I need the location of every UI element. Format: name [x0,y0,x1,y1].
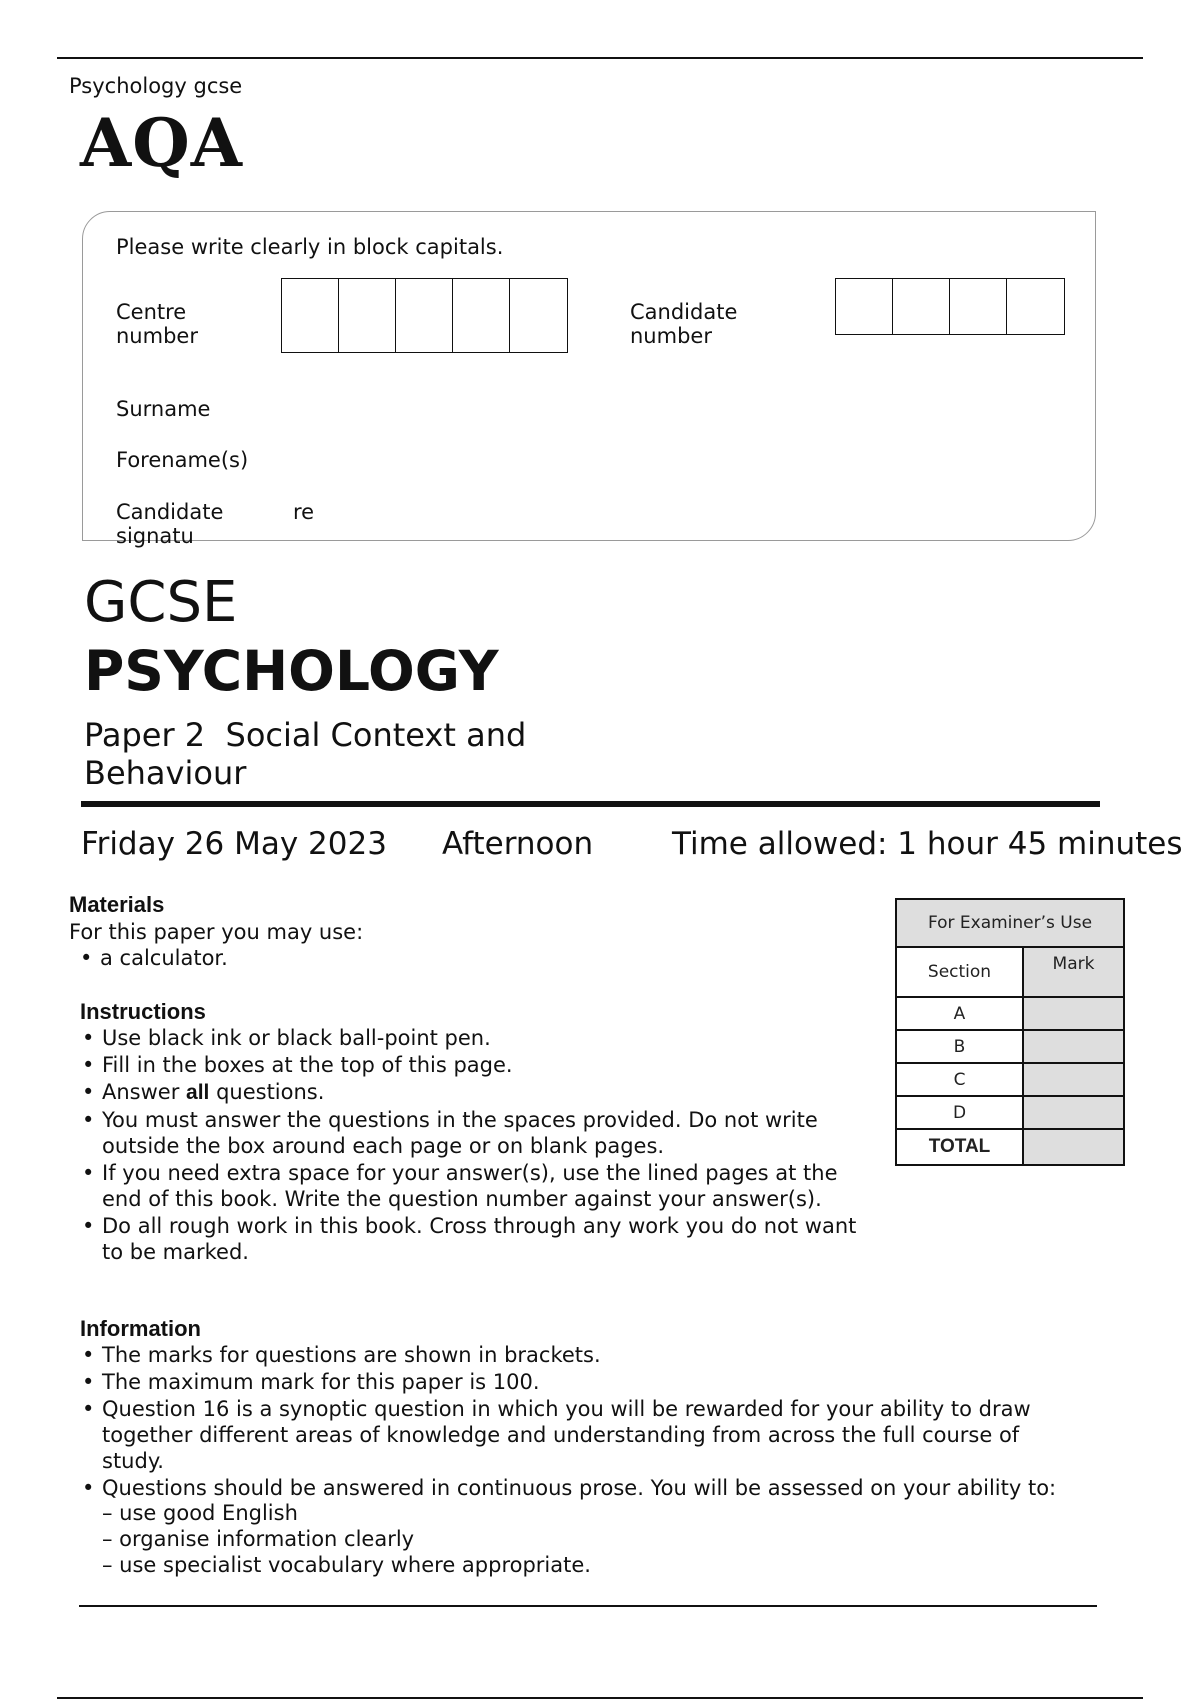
instruction-item: • You must answer the questions in the spaces provided. Do not write outside the box around each page or on blank pages. [80,1107,860,1159]
end-rule [79,1605,1097,1607]
candidate-number-boxes[interactable] [835,278,1065,335]
qualification-title: GCSE [84,570,238,635]
bottom-rule [57,1697,1143,1699]
examiner-use-table [895,898,1125,1166]
exam-date: Friday 26 May 2023 [81,826,387,862]
paper-title-line1: Paper 2 Social Context and [84,716,527,754]
candidate-signature-label [116,500,223,548]
block-capitals-instruction: Please write clearly in block capitals. [116,235,504,259]
centre-number-label-line2: number [116,324,198,348]
instructions-list [80,1025,860,1266]
signature-label-fragment: re [293,500,315,524]
document-label: Psychology gcse [69,74,243,98]
assessment-criteria-list [102,1500,591,1578]
instructions-heading: Instructions [80,999,206,1024]
time-allowed: Time allowed: 1 hour 45 minutes [672,826,1183,862]
instruction-item: • Do all rough work in this book. Cross through any work you do not want to be marked. [80,1213,860,1265]
section-b-label: B [896,1030,1023,1063]
answer-suffix: questions. [209,1080,325,1104]
materials-item: • a calculator. [78,945,798,971]
instruction-item: • Use black ink or black ball-point pen. [80,1025,860,1051]
section-c-label: C [896,1063,1023,1096]
criteria-item: – use good English [102,1501,298,1525]
candidate-number-digit-box[interactable] [893,279,950,334]
subject-title: PSYCHOLOGY [84,639,499,703]
answer-prefix: Answer [102,1080,187,1104]
criteria-item: – use specialist vocabulary where appropriate. [102,1553,591,1577]
candidate-number-digit-box[interactable] [1007,279,1064,334]
information-item: • Question 16 is a synoptic question in which you will be rewarded for your ability to draw together different areas of knowledge and understanding from across the full course of study. [80,1396,1042,1474]
examiner-table-title: For Examiner’s Use [896,899,1124,947]
materials-list [78,945,798,972]
candidate-details-panel [82,211,1096,548]
top-rule [57,57,1143,59]
information-heading: Information [80,1316,201,1341]
section-a-mark[interactable] [1023,997,1124,1030]
candidate-number-label-line2: number [630,324,712,348]
centre-number-digit-box[interactable] [339,279,396,352]
section-column-header: Section [896,947,1023,997]
forenames-label: Forename(s) [116,448,249,472]
centre-number-label-line1: Centre [116,300,187,324]
centre-number-digit-box[interactable] [453,279,510,352]
materials-intro: For this paper you may use: [69,920,364,944]
candidate-number-digit-box[interactable] [836,279,893,334]
section-b-mark[interactable] [1023,1030,1124,1063]
information-item: • The marks for questions are shown in brackets. [80,1342,1140,1368]
criteria-item: – organise information clearly [102,1527,415,1551]
mark-column-header: Mark [1023,947,1124,997]
information-item [80,1475,1140,1501]
section-d-label: D [896,1096,1023,1129]
exam-session: Afternoon [442,826,594,862]
information-item-text: Questions should be answered in continuous prose. You will be assessed on your ability to: [102,1476,1057,1500]
materials-heading: Materials [69,892,165,917]
centre-number-boxes[interactable] [281,278,568,353]
information-list [80,1342,1140,1502]
signature-label-line1: Candidate [116,500,224,524]
candidate-number-label [630,300,737,348]
instruction-item-answer-all [80,1079,860,1106]
aqa-logo: AQA [80,104,243,182]
instruction-item: • If you need extra space for your answer(s), use the lined pages at the end of this book. Write the question number against your answer(s). [80,1160,860,1212]
signature-label-line2: signatu [116,524,194,548]
instruction-item: • Fill in the boxes at the top of this page. [80,1052,860,1078]
section-d-mark[interactable] [1023,1096,1124,1129]
section-c-mark[interactable] [1023,1063,1124,1096]
candidate-number-digit-box[interactable] [950,279,1007,334]
section-a-label: A [896,997,1023,1030]
information-item: • The maximum mark for this paper is 100. [80,1369,1140,1395]
answer-emphasis: all [186,1081,210,1104]
candidate-number-label-line1: Candidate [630,300,738,324]
centre-number-digit-box[interactable] [396,279,453,352]
centre-number-digit-box[interactable] [510,279,567,352]
total-label: TOTAL [896,1129,1023,1165]
total-mark[interactable] [1023,1129,1124,1165]
paper-title-line2: Behaviour [84,754,247,792]
title-divider [81,801,1100,807]
centre-number-label [116,300,198,348]
centre-number-digit-box[interactable] [282,279,339,352]
surname-label: Surname [116,397,211,421]
